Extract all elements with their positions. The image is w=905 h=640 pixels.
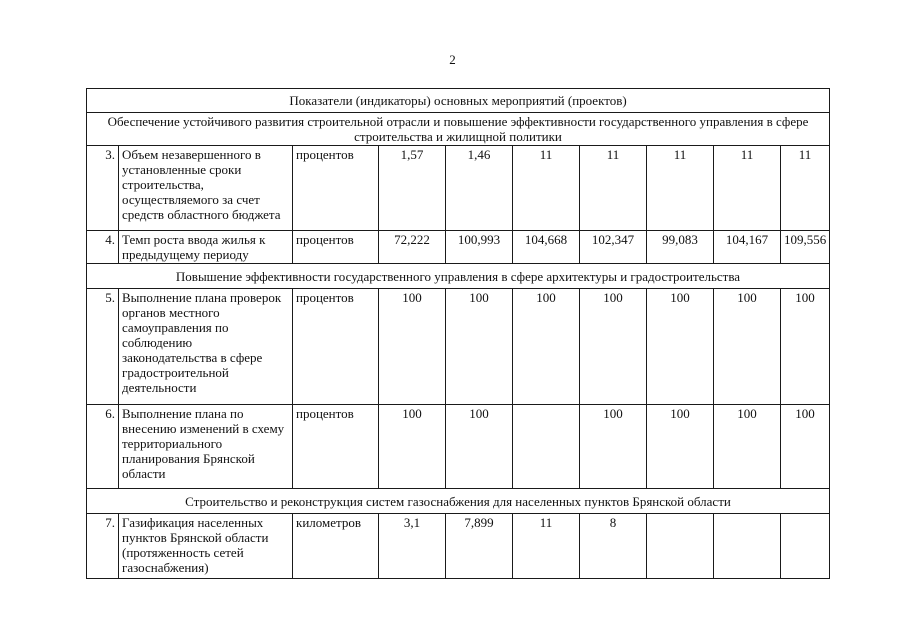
value-cell — [647, 514, 714, 579]
section-title: Повышение эффективности государственного управления в сфере архитектуры и градостроительства — [87, 264, 830, 289]
row-number: 6. — [87, 405, 119, 489]
value-cell: 99,083 — [647, 231, 714, 264]
unit-cell: процентов — [293, 231, 379, 264]
unit-cell: процентов — [293, 405, 379, 489]
value-cell: 100 — [379, 289, 446, 405]
value-cell: 100 — [714, 289, 781, 405]
indicator-name: Темп роста ввода жилья к предыдущему периоду — [119, 231, 293, 264]
value-cell: 100 — [647, 289, 714, 405]
value-cell: 11 — [580, 146, 647, 231]
table-row — [87, 289, 830, 405]
value-cell: 11 — [714, 146, 781, 231]
table-title: Показатели (индикаторы) основных мероприятий (проектов) — [87, 89, 830, 113]
value-cell: 100,993 — [446, 231, 513, 264]
value-cell: 1,46 — [446, 146, 513, 231]
indicator-name: Выполнение плана по внесению изменений в схему территориального планирования Брянской области — [119, 405, 293, 489]
value-cell: 72,222 — [379, 231, 446, 264]
value-cell — [714, 514, 781, 579]
value-cell: 109,556 — [781, 231, 830, 264]
table-row — [87, 405, 830, 489]
value-cell: 11 — [513, 514, 580, 579]
section-row — [87, 113, 830, 146]
value-cell: 100 — [580, 289, 647, 405]
table-row — [87, 514, 830, 579]
indicator-name: Выполнение плана проверок органов местного самоуправления по соблюдению законодательства в сфере градостроительной деятельности — [119, 289, 293, 405]
indicators-table — [86, 88, 830, 579]
section-title: Строительство и реконструкция систем газоснабжения для населенных пунктов Брянской области — [87, 489, 830, 514]
value-cell: 104,668 — [513, 231, 580, 264]
value-cell: 7,899 — [446, 514, 513, 579]
page-number: 2 — [449, 52, 456, 67]
value-cell: 8 — [580, 514, 647, 579]
section-row — [87, 489, 830, 514]
row-number: 7. — [87, 514, 119, 579]
indicator-name: Объем незавершенного в установленные сроки строительства, осуществляемого за счет средств областного бюджета — [119, 146, 293, 231]
value-cell: 104,167 — [714, 231, 781, 264]
unit-cell: процентов — [293, 146, 379, 231]
section-row — [87, 264, 830, 289]
row-number: 4. — [87, 231, 119, 264]
section-title: Обеспечение устойчивого развития строительной отрасли и повышение эффективности государственного управления в сфере строительства и жилищной политики — [87, 113, 830, 146]
value-cell: 11 — [513, 146, 580, 231]
table-row — [87, 231, 830, 264]
value-cell: 100 — [379, 405, 446, 489]
unit-cell: процентов — [293, 289, 379, 405]
value-cell: 100 — [781, 289, 830, 405]
value-cell: 100 — [714, 405, 781, 489]
value-cell — [513, 405, 580, 489]
value-cell: 100 — [580, 405, 647, 489]
value-cell: 11 — [647, 146, 714, 231]
value-cell: 3,1 — [379, 514, 446, 579]
value-cell: 100 — [781, 405, 830, 489]
row-number: 3. — [87, 146, 119, 231]
indicator-name: Газификация населенных пунктов Брянской области (протяженность сетей газоснабжения) — [119, 514, 293, 579]
unit-cell: километров — [293, 514, 379, 579]
value-cell: 100 — [513, 289, 580, 405]
value-cell: 1,57 — [379, 146, 446, 231]
value-cell: 100 — [446, 289, 513, 405]
value-cell: 11 — [781, 146, 830, 231]
row-number: 5. — [87, 289, 119, 405]
value-cell: 100 — [647, 405, 714, 489]
table-title-row — [87, 89, 830, 113]
value-cell — [781, 514, 830, 579]
value-cell: 102,347 — [580, 231, 647, 264]
value-cell: 100 — [446, 405, 513, 489]
table-row — [87, 146, 830, 231]
